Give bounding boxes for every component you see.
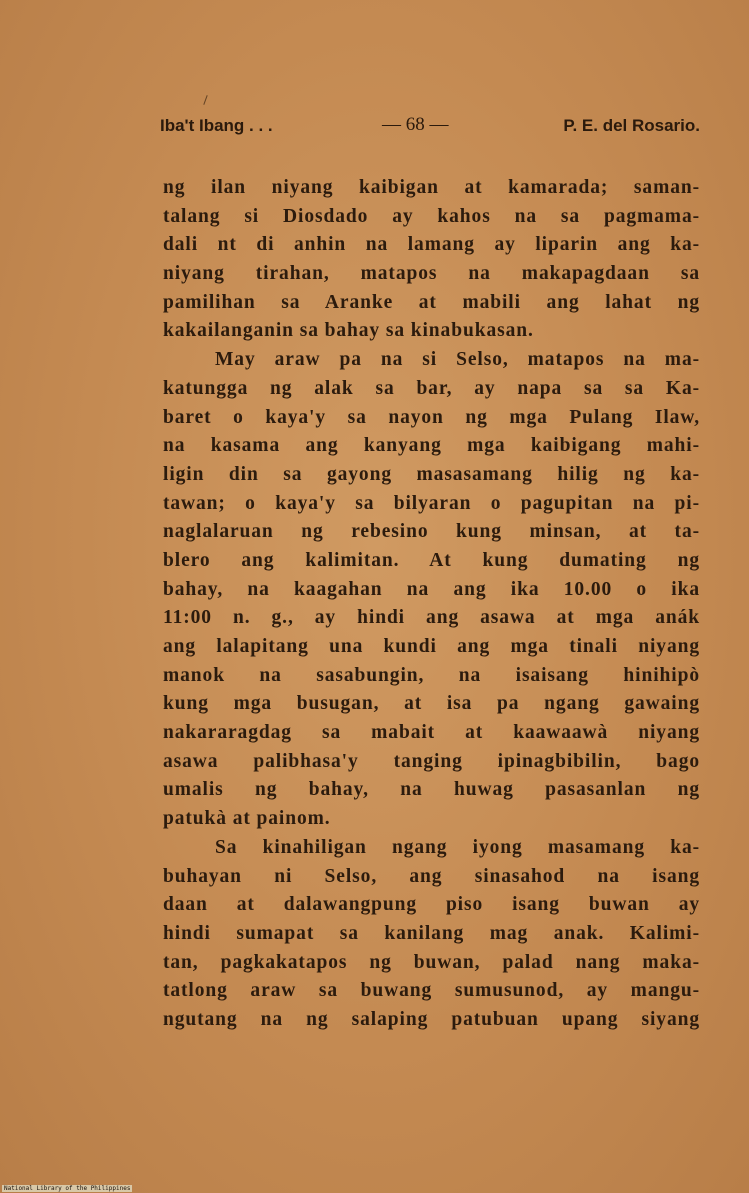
library-watermark: National Library of the Philippines	[4, 1185, 131, 1192]
text-line: Sa kinahiligan ngang iyong masamang ka-	[215, 836, 700, 858]
text-line: May araw pa na si Selso, matapos na ma-	[215, 349, 700, 371]
text-line: hindi sumapat sa kanilang mag anak. Kalimi-	[163, 922, 700, 944]
text-line: baret o kaya'y sa nayon ng mga Pulang Ilaw,	[163, 406, 700, 428]
text-line: na kasama ang kanyang mga kaibigang mahi-	[163, 435, 700, 457]
text-line: tatlong araw sa buwang sumusunod, ay mangu-	[163, 980, 700, 1002]
text-line: dali nt di anhin na lamang ay liparin ang ka-	[163, 234, 700, 256]
header-author: P. E. del Rosario.	[563, 116, 700, 135]
body-text	[163, 174, 700, 1035]
text-line: naglalaruan ng rebesino kung minsan, at ta-	[163, 521, 700, 543]
text-line: ang lalapitang una kundi ang mga tinali niyang	[163, 636, 700, 657]
header-title: Iba't Ibang . . .	[160, 116, 273, 135]
text-line: kung mga busugan, at isa pa ngang gawaing	[163, 693, 700, 715]
text-line: asawa palibhasa'y tanging ipinagbibilin, bago	[163, 750, 700, 772]
text-line: manok na sasabungin, na isaisang hinihipò	[163, 664, 700, 686]
text-line: ng ilan niyang kaibigan at kamarada; saman-	[163, 177, 700, 198]
text-line: tan, pagkakatapos ng buwan, palad nang maka-	[163, 951, 700, 973]
text-line: katungga ng alak sa bar, ay napa sa sa Ka-	[163, 377, 700, 399]
text-line: bahay, na kaagahan na ang ika 10.00 o ika	[163, 578, 700, 600]
text-line: umalis ng bahay, na huwag pasasanlan ng	[163, 779, 700, 801]
text-line: nakararagdag sa mabait at kaawaawà niyang	[163, 722, 700, 744]
text-line: patukà at painom.	[163, 808, 331, 830]
page-number: — 68 —	[382, 114, 449, 135]
text-line: niyang tirahan, matapos na makapagdaan sa	[163, 263, 700, 285]
text-line: ngutang na ng salaping patubuan upang siyang	[163, 1008, 700, 1030]
text-line: 11:00 n. g., ay hindi ang asawa at mga anák	[163, 607, 700, 629]
text-line: kakailanganin sa bahay sa kinabukasan.	[163, 320, 534, 342]
text-line: tawan; o kaya'y sa bilyaran o pagupitan na pi-	[163, 492, 700, 514]
text-line: blero ang kalimitan. At kung dumating ng	[163, 549, 700, 571]
running-header	[160, 116, 700, 142]
text-line: talang si Diosdado ay kahos na sa pagmama-	[163, 205, 700, 227]
stray-ink-mark	[203, 95, 207, 105]
text-line: buhayan ni Selso, ang sinasahod na isang	[163, 865, 700, 887]
text-line: daan at dalawangpung piso isang buwan ay	[163, 894, 700, 916]
text-line: pamilihan sa Aranke at mabili ang lahat ng	[163, 291, 700, 313]
text-line: ligin din sa gayong masasamang hilig ng ka-	[163, 463, 700, 485]
